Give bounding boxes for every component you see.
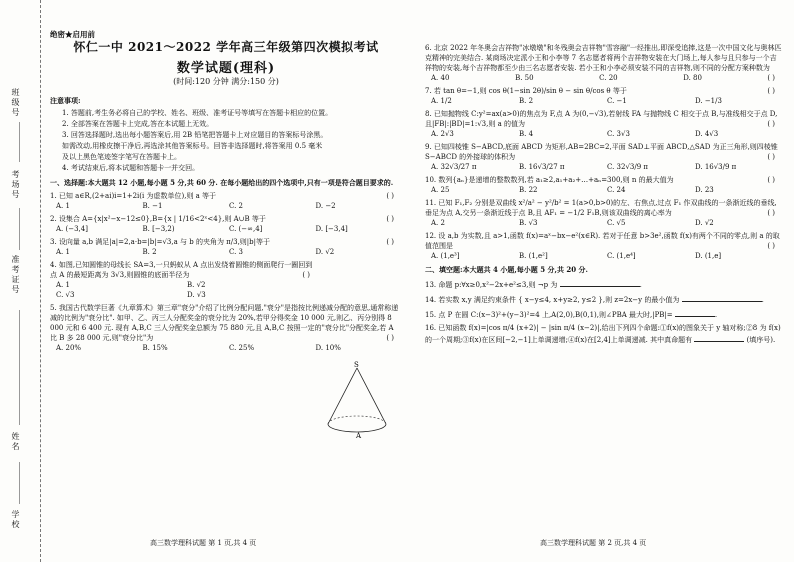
question-10 xyxy=(425,175,783,195)
margin-fill-line xyxy=(19,208,20,250)
option-d: D. 4√3 xyxy=(695,130,719,138)
option-a: A. 20% xyxy=(56,344,82,352)
question-8 xyxy=(425,109,783,139)
question-stem: 16. 已知函数 f(x)=|cos π/4 (x+2)| − |sin π/4 (x−2)|,给出下列四个命题:①f(x)的图象关于 y 轴对称;②8 为 f(x)的一个周期;③f(x)在区间[−2,−1]上单调递增;④f(x)在[2,4]上单调递减. 其中真命题有 xyxy=(425,324,781,344)
cone-label-apex: S xyxy=(354,361,359,369)
notice-list xyxy=(50,108,402,174)
binding-margin xyxy=(0,0,41,562)
option-a: A. (1,e³] xyxy=(431,252,460,260)
answer-paren: ( ) xyxy=(767,242,775,250)
option-b: B. −1 xyxy=(142,202,163,210)
option-a: A. 2√3 xyxy=(431,130,454,138)
answer-paren: ( ) xyxy=(386,334,394,342)
answer-paren: ( ) xyxy=(767,120,775,128)
option-c: C. √5 xyxy=(607,219,626,227)
answer-blank[interactable] xyxy=(675,308,715,317)
exam-title: 怀仁一中 2021～2022 学年高三年级第四次模拟考试 xyxy=(73,40,379,54)
time-and-score: (时间:120 分钟 满分:150 分) xyxy=(173,77,279,86)
answer-paren: ( ) xyxy=(767,153,775,161)
option-b: B. 15% xyxy=(142,344,168,352)
question-16 xyxy=(425,323,783,345)
option-c: C. −1 xyxy=(607,97,627,105)
secret-mark: 绝密★启用前 xyxy=(50,30,95,39)
option-c: C. 24 xyxy=(607,186,626,194)
margin-fill-line xyxy=(19,122,20,162)
answer-paren: ( ) xyxy=(386,215,394,223)
option-b: B. 50 xyxy=(515,74,534,82)
question-9 xyxy=(425,142,783,172)
option-a: A. 1/2 xyxy=(431,97,452,105)
question-1 xyxy=(50,191,402,211)
option-d: D. √2 xyxy=(695,219,714,227)
option-d: D. (1,e] xyxy=(695,252,722,260)
answer-paren: ( ) xyxy=(767,74,775,82)
margin-fill-line xyxy=(19,462,20,504)
question-11 xyxy=(425,198,783,228)
question-stem: 6. 北京 2022 年冬奥会吉祥物"冰墩墩"和冬残奥会吉祥物"雪容融"一经推出,即深受追捧,这是一次中国文化与奥林匹克精神的完美结合. 某商场决定派小王和小李等 7 名志愿者将两个吉祥物安装在大门场上,每人参与且只参与一个吉祥物的安装,每个吉祥物都至少由三名志愿者安装. 若小王和小李必须安装不同的吉祥物,则不同的分配方案种数为 xyxy=(425,44,782,72)
cone-figure xyxy=(322,360,392,440)
option-b: B. √2 xyxy=(187,281,206,289)
answer-paren: ( ) xyxy=(302,271,310,279)
page-footer-2: 高三数学理科试题 第 2 页,共 4 页 xyxy=(540,539,647,547)
question-14: 14. 若实数 x,y 满足约束条件 { x−y≤4, x+y≥2, y≤2 },则 z=2x−y 的最小值为 . xyxy=(425,293,783,305)
cone-slant-left xyxy=(328,368,357,424)
question-stem: 10. 数列{aₙ}是递增的整数数列,若 a₁≥2,a₁+a₂+…+aₙ=300,则 n 的最大值为 xyxy=(425,176,674,184)
section-title-fill: 二、填空题:本大题共 4 小题,每小题 5 分,共 20 分. xyxy=(425,265,588,274)
question-stem: 5. 我国古代数学巨著《九章算术》第三章"衰分"介绍了比例分配问题,"衰分"是指按比例递减分配的意思,通常称递减的比例为"衰分比". 如甲、乙、丙三人分配奖金的衰分比为 20%,若甲分得奖金 10 000 元,则乙、丙分别得 8 000 元和 6 400 元. 现有 A,B,C 三人分配奖金总额为 75 880 元,且 A,B,C 按照一定的"衰分比"分配奖金,若 A 比 B 多 28 000 元,则"衰分比"为 xyxy=(50,304,399,342)
answer-paren: ( ) xyxy=(386,238,394,246)
question-stem: 2. 设集合 A={x|x²−x−12≤0},B={x | 1/16<2ˣ<4},则 A∪B 等于 xyxy=(50,215,266,223)
notice-item: 4. 考试结束后,将本试题和答题卡一并交回。 xyxy=(62,164,200,172)
margin-label-school: 学校 xyxy=(11,510,20,530)
option-b: B. [−3,2) xyxy=(142,225,175,233)
option-d: D. 10% xyxy=(315,344,341,352)
option-d: D. −2 xyxy=(315,202,336,210)
answer-blank[interactable] xyxy=(682,293,762,302)
option-b: B. √3 xyxy=(519,219,538,227)
question-stem: 14. 若实数 x,y 满足约束条件 { x−y≤4, x+y≥2, y≤2 },则 z=2x−y 的最小值为 xyxy=(425,296,680,304)
question-stem: 4. 如图,已知圆锥的母线长 SA=3,一只蚂蚁从 A 点出发绕着圆锥的侧面爬行一圈回到点 A 的最短距离为 3√3,则圆锥的底面半径为 xyxy=(50,261,313,279)
option-a: A. 40 xyxy=(431,74,450,82)
option-a: A. 32√3/27 π xyxy=(431,163,477,171)
option-c: C. 32√3/9 π xyxy=(607,163,649,171)
question-6 xyxy=(425,43,783,83)
question-stem: 8. 已知抛物线 C:y²=ax(a>0)的焦点为 F,点 A 为(0,−√3),若射线 FA 与抛物线 C 相交于点 B,与准线相交于点 D,且|FB|:|BD|=1:√3,则 a 的值为 xyxy=(425,110,778,128)
question-stem: 3. 设向量 a,b 满足|a|=2,a·b=|b|=√3,a 与 b 的夹角为 π/3,则|b|等于 xyxy=(50,238,271,246)
notice-item: 及以上黑色笔迹签字笔写在答题卡上。 xyxy=(62,153,181,161)
answer-paren: ( ) xyxy=(767,87,775,95)
question-12 xyxy=(425,231,783,261)
option-d: D. 80 xyxy=(683,74,702,82)
option-d: D. √3 xyxy=(187,291,206,299)
option-a: A. 25 xyxy=(431,186,450,194)
option-c: C. 20 xyxy=(599,74,618,82)
cone-label-base: A xyxy=(356,432,362,440)
option-c: C. (−∞,4] xyxy=(229,225,263,233)
margin-label-class: 班级号 xyxy=(11,88,20,118)
margin-label-room: 考场号 xyxy=(11,170,20,200)
option-a: A. 1 xyxy=(56,202,70,210)
option-a: A. (−3,4] xyxy=(56,225,88,233)
option-c: C. (1,e⁴] xyxy=(607,252,636,260)
option-b: B. 16√3/27 π xyxy=(519,163,565,171)
question-stem: 7. 若 tan θ=−1,则 cos θ(1−sin 2θ)/sin θ − sin θ/cos θ 等于 xyxy=(425,87,627,95)
question-13: 13. 命题 p:∀x≥0,x²−2x+e²≤3,则 ¬p 为 . xyxy=(425,278,783,290)
option-c: C. 2 xyxy=(229,202,244,210)
option-b: B. 4 xyxy=(519,130,534,138)
option-a: A. 1 xyxy=(56,281,70,289)
option-c: C. √3 xyxy=(56,291,75,299)
answer-paren: ( ) xyxy=(767,209,775,217)
option-c: C. 3 xyxy=(229,248,244,256)
option-b: B. 2 xyxy=(519,97,534,105)
page-footer-1: 高三数学理科试题 第 1 页,共 4 页 xyxy=(150,539,257,547)
option-b: B. (1,e²] xyxy=(519,252,548,260)
answer-blank[interactable] xyxy=(560,278,640,287)
question-7 xyxy=(425,86,783,106)
question-15: 15. 点 P 在圆 C:(x−3)²+(y−3)²=4 上,A(2,0),B(0,1),则∠PBA 最大时,|PB|= . xyxy=(425,308,783,320)
notice-item: 如需改动,用橡皮擦干净后,再选涂其他答案标号。回答非选择题时,将答案用 0.5 毫米 xyxy=(62,142,323,150)
question-2 xyxy=(50,214,402,234)
option-d: D. 23 xyxy=(695,186,714,194)
option-d: D. −1/3 xyxy=(695,97,722,105)
cone-slant-right xyxy=(357,368,386,424)
fill-hint: (填序号). xyxy=(746,336,776,344)
question-stem: 12. 设 a,b 为实数,且 a>1,函数 f(x)=aˣ−bx−e²(x∈R). 若对于任意 b>3e²,函数 f(x)有两个不同的零点,则 a 的取值范围是 xyxy=(425,232,780,250)
page-1 xyxy=(50,30,402,353)
question-stem: 11. 已知 F₁,F₂ 分别是双曲线 x²/a² − y²/b² = 1(a>0,b>0)的左、右焦点,过点 F₁ 作双曲线的一条渐近线的垂线,垂足为点 A,交另一条渐近线于点 B,且 AF₁ = −1/2 F₁B,则该双曲线的离心率为 xyxy=(425,199,777,217)
notice-item: 3. 回答选择题时,选出每小题答案后,用 2B 铅笔把答题卡上对应题目的答案标号涂黑。 xyxy=(62,131,328,139)
answer-blank[interactable] xyxy=(694,333,744,342)
question-5 xyxy=(50,303,402,353)
option-a: A. 2 xyxy=(431,219,445,227)
notice-item: 2. 全部答案在答题卡上完成,答在本试题上无效。 xyxy=(62,120,214,128)
section-title-choice: 一、选择题:本大题共 12 小题,每小题 5 分,共 60 分. 在每小题给出的四个选项中,只有一项是符合题目要求的. xyxy=(50,178,394,187)
option-d: D. √2 xyxy=(315,248,335,256)
page-2 xyxy=(425,40,783,345)
question-stem: 13. 命题 p:∀x≥0,x²−2x+e²≤3,则 ¬p 为 xyxy=(425,281,558,289)
cone-base-front xyxy=(328,424,386,432)
subject-title: 数学试题(理科) xyxy=(176,61,276,76)
option-b: B. 2 xyxy=(142,248,157,256)
answer-paren: ( ) xyxy=(767,176,775,184)
option-b: B. 22 xyxy=(519,186,538,194)
question-stem: 15. 点 P 在圆 C:(x−3)²+(y−3)²=4 上,A(2,0),B(0,1),则∠PBA 最大时,|PB|= xyxy=(425,311,673,319)
answer-paren: ( ) xyxy=(386,192,394,200)
question-stem: 9. 已知四棱锥 S−ABCD,底面 ABCD 为矩形,AB=2BC=2,平面 SAD⊥平面 ABCD,△SAD 为正三角形,则四棱锥 S−ABCD 的外接球的体积为 xyxy=(425,143,778,161)
question-3 xyxy=(50,237,402,257)
notice-item: 1. 答题前,考生务必将自己的学校、姓名、班级、准考证号等填写在答题卡相应的位置。 xyxy=(62,109,333,117)
notice-title: 注意事项: xyxy=(50,96,81,105)
option-d: D. 16√3/9 π xyxy=(695,163,737,171)
margin-fill-line xyxy=(19,310,20,425)
margin-label-id: 准考证号 xyxy=(11,255,20,295)
option-a: A. 1 xyxy=(56,248,70,256)
option-c: C. 25% xyxy=(229,344,255,352)
question-4 xyxy=(50,260,318,300)
option-c: C. 3√3 xyxy=(607,130,630,138)
cone-base-back xyxy=(328,416,386,424)
option-d: D. [−3,4] xyxy=(315,225,348,233)
question-stem: 1. 已知 a∈R,(2+ai)i=1+2i(i 为虚数单位),则 a 等于 xyxy=(50,192,217,200)
margin-label-name: 姓名 xyxy=(11,432,20,452)
